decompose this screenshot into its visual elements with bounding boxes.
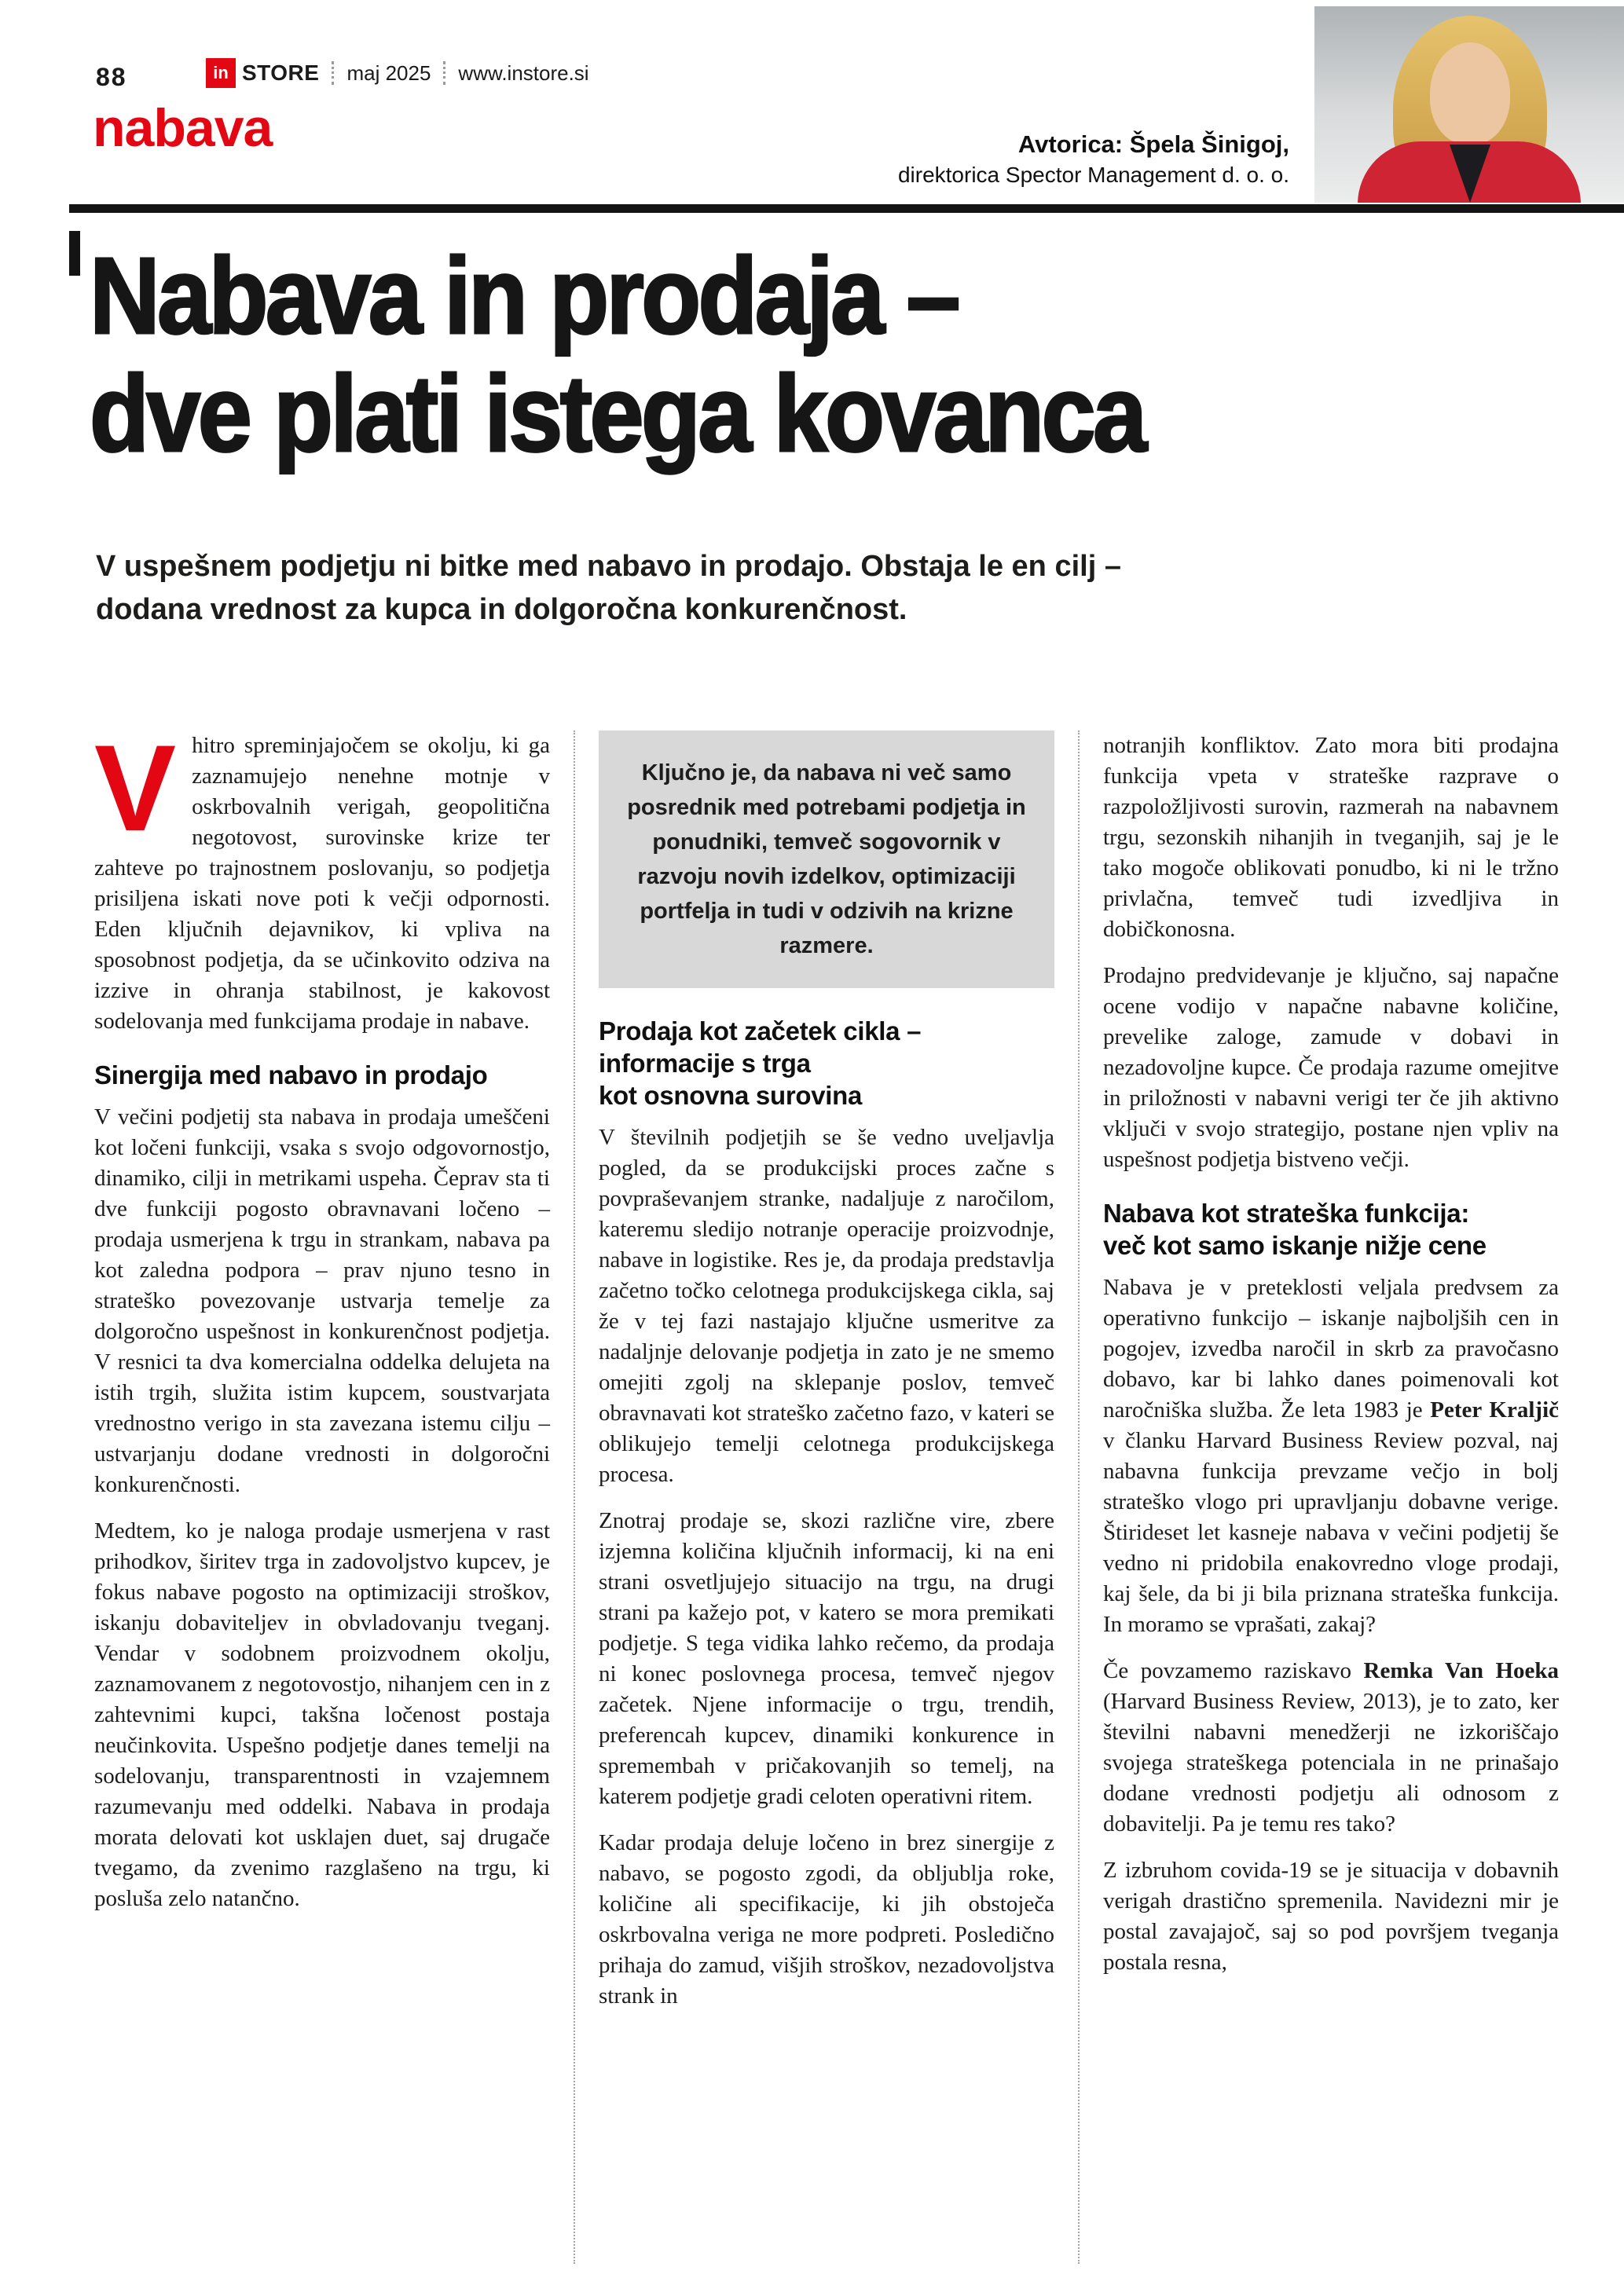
article-title-line2: dve plati istega kovanca: [90, 353, 1145, 474]
dotted-separator-icon: [332, 61, 334, 85]
person-name-remko-van-hoek: Remka Van Hoeka: [1363, 1658, 1559, 1683]
subheading-line: Nabava kot strateška funkcija:: [1103, 1199, 1470, 1228]
column-3: [1078, 731, 1559, 2264]
subheading-prodaja-cikel: [599, 1015, 1054, 1111]
paragraph: [1103, 1656, 1559, 1840]
lede-line1: V uspešnem podjetju ni bitke med nabavo in prodajo. Obstaja le en cilj –: [96, 550, 1121, 583]
person-name-peter-kraljic: Peter Kraljič: [1430, 1397, 1559, 1423]
subheading-line: informacije s trga: [599, 1049, 811, 1078]
article-title-line1: Nabava in prodaja –: [90, 236, 959, 357]
dotted-separator-icon: [443, 61, 445, 85]
article-lede: [96, 545, 1121, 632]
paragraph-text: v članku Harvard Business Review pozval, naj nabavna funkcija prevzame večjo in bolj strateško vlogo pri upravljanju dobavne verige. Štirideset let kasneje nabava v večini podjetij še vedno ni pridobila enakovredno vloge prodaji, kaj šele, da bi ji bila priznana strateška funkcija. In moramo se vprašati, zakaj?: [1103, 1428, 1559, 1637]
paragraph: Z izbruhom covida-19 se je situacija v dobavnih verigah drastično spremenila. Navidezni mir je postal zavajajoč, saj so pod površjem tveganja postala resna,: [1103, 1858, 1559, 1975]
author-block: [898, 130, 1289, 188]
top-rule: [69, 204, 1624, 213]
issue-date: maj 2025: [346, 60, 431, 85]
column-2: [574, 731, 1078, 2264]
title-marker: [69, 231, 80, 276]
paragraph: V večini podjetij sta nabava in prodaja umeščeni kot ločeni funkciji, vsaka s svojo odgovornostjo, dinamiko, cilji in metrikami uspeha. Čeprav sta ti dve funkciji pogosto obravnavani ločeno – prodaja usmerjena k trgu in strankam, nabava pa kot zaledna podpora – prav njuno tesno in strateško povezovanje ustvarja temelje za dolgoročno uspešnost in konkurenčnost podjetja. V resnici ta dva komercialna oddelka delujeta na istih trgih, služita istim kupcem, soustvarjata vrednostno verigo in sta zavezana istemu cilju – ustvarjanju dodane vrednosti in dolgoročni konkurenčnosti.: [94, 1104, 550, 1497]
pull-quote: Ključno je, da nabava ni več samo posrednik med potrebami podjetja in ponudniki, temveč sogovornik v razvoju novih izdelkov, optimizaciji portfelja in tudi v odzivih na krizne razmere.: [599, 731, 1054, 988]
paragraph: [1103, 1273, 1559, 1640]
masthead: [206, 58, 589, 88]
author-role: direktorica Spector Management d. o. o.: [897, 163, 1289, 187]
paragraph: V številnih podjetjih se še vedno uveljavlja pogled, da se produkcijski proces začne s povpraševanjem stranke, nadaljuje z naročilom, kateremu sledijo notranje operacije proizvodnje, nabave in logistike. Res je, da prodaja predstavlja začetno točko celotnega produkcijskega cikla, saj že v tej fazi nastajajo ključne usmeritve za nadaljnje delovanje podjetja in zato je ne smemo omejiti zgolj na sklepanje poslov, temveč obravnavati kot strateško začetno fazo, v kateri se oblikujejo temelji celotnega produkcijskega procesa.: [599, 1125, 1054, 1487]
paragraph: Kadar prodaja deluje ločeno in brez sinergije z nabavo, se pogosto zgodi, da obljublja roke, količine ali specifikacije, ki jih obstoječa oskrbovalna veriga ne more podpreti. Posledično prihaja do zamud, višjih stroškov, nezadovoljstva strank in: [599, 1830, 1054, 2009]
lede-line2: dodana vrednost za kupca in dolgoročna konkurenčnost.: [96, 593, 907, 626]
subheading-line: kot osnovna surovina: [599, 1081, 863, 1110]
paragraph: Znotraj prodaje se, skozi različne vire, zbere izjemna količina ključnih informacij, ki na eni strani osvetljujejo situacijo na trgu, na drugi strani pa kažejo pot, v katero se mora premikati podjetje. S tega vidika lahko rečemo, da prodaja ni konec poslovnega procesa, temveč njegov začetek. Njene informacije o trgu, trendih, preferencah kupcev, dinamiki konkurence in spremembah v pričakovanjih so temelj, na katerem podjetje gradi celoten operativni ritem.: [599, 1508, 1054, 1809]
subheading-line: Prodaja kot začetek cikla –: [599, 1016, 922, 1045]
author-name: Avtorica: Špela Šinigoj,: [1017, 130, 1289, 158]
paragraph: Medtem, ko je naloga prodaje usmerjena v rast prihodkov, širitev trga in zadovoljstvo kupcev, je fokus nabave pogosto na optimizaciji stroškov, iskanju dobaviteljev in obvladovanju tveganj. Vendar v sodobnem proizvodnem okolju, zaznamovanem z negotovostjo, nihanjem cen in z zahtevnimi kupci, takšna ločenost postaja neučinkovita. Uspešno podjetje danes temelji na sodelovanju, transparentnosti in vzajemnem razumevanju med oddelki. Nabava in prodaja morata delovati kot usklajen duet, saj drugače tvegamo, da zvenimo razglašeno na trgu, ki posluša zelo natančno.: [94, 1518, 550, 1911]
website-url: www.instore.si: [458, 60, 589, 85]
author-photo: [1314, 6, 1624, 203]
paragraph: Prodajno predvidevanje je ključno, saj napačne ocene vodijo v napačne nabavne količine, prevelike zaloge, zamude v dobavi in nezadovoljne kupce. Če prodaja razume omejitve in priložnosti v nabavni verigi ter če jih aktivno vključi v svojo strategijo, postane njen vpliv na uspešnost podjetja bistveno večji.: [1103, 963, 1559, 1172]
subheading-nabava-strateska: [1103, 1197, 1559, 1262]
subheading-sinergija: Sinergija med nabavo in prodajo: [94, 1060, 488, 1089]
article-title: [90, 237, 1145, 473]
subheading-line: več kot samo iskanje nižje cene: [1103, 1231, 1487, 1260]
paragraph: [94, 731, 550, 1037]
section-title: nabava: [93, 98, 273, 158]
page-number: 88: [96, 63, 127, 91]
photo-face-shape: [1430, 42, 1510, 145]
dropcap: V: [94, 731, 177, 857]
paragraph: notranjih konfliktov. Zato mora biti prodajna funkcija vpeta v strateške razprave o razpoložljivosti surovin, razmerah na nabavnem trgu, sezonskih nihanjih in tveganjih, saj je le tako mogoče oblikovati ponudbo, ki ni le tržno privlačna, temveč tudi izvedljiva in dobičkonosna.: [1103, 733, 1559, 942]
paragraph-text: Če povzamemo raziskavo: [1103, 1658, 1364, 1683]
paragraph-text: (Harvard Business Review, 2013), je to zato, ker številni nabavni menedžerji ne izkoriščajo svojega strateškega potenciala in ne prinašajo dodane vrednosti podjetju ali odnosom z dobavitelji. Pa je temu res tako?: [1103, 1689, 1559, 1836]
paragraph-text: Nabava je v preteklosti veljala predvsem za operativno funkcijo – iskanje najboljših cen in pogojev, izvedba naročil in skrb za pravočasno dobavo, kar bi lahko danes poimenovali kot naročniška služba. Že leta 1983 je: [1103, 1275, 1559, 1423]
column-1: [94, 731, 574, 2264]
paragraph-text: hitro spreminjajočem se okolju, ki ga zaznamujejo nenehne motnje v oskrbovalnih verigah, geopolitična negotovost, surovinske krize ter zahteve po trajnostnem poslovanju, so podjetja prisiljena iskati nove poti k večji odpornosti. Eden ključnih dejavnikov, ki vpliva na sposobnost podjetja, da se učinkovito odziva na izzive in ohranja stabilnost, je kakovost sodelovanja med funkcijama prodaje in nabave.: [94, 733, 550, 1034]
instore-logo-icon: in: [206, 58, 236, 88]
instore-logo-text: STORE: [242, 60, 320, 85]
article-body: [94, 731, 1559, 2264]
